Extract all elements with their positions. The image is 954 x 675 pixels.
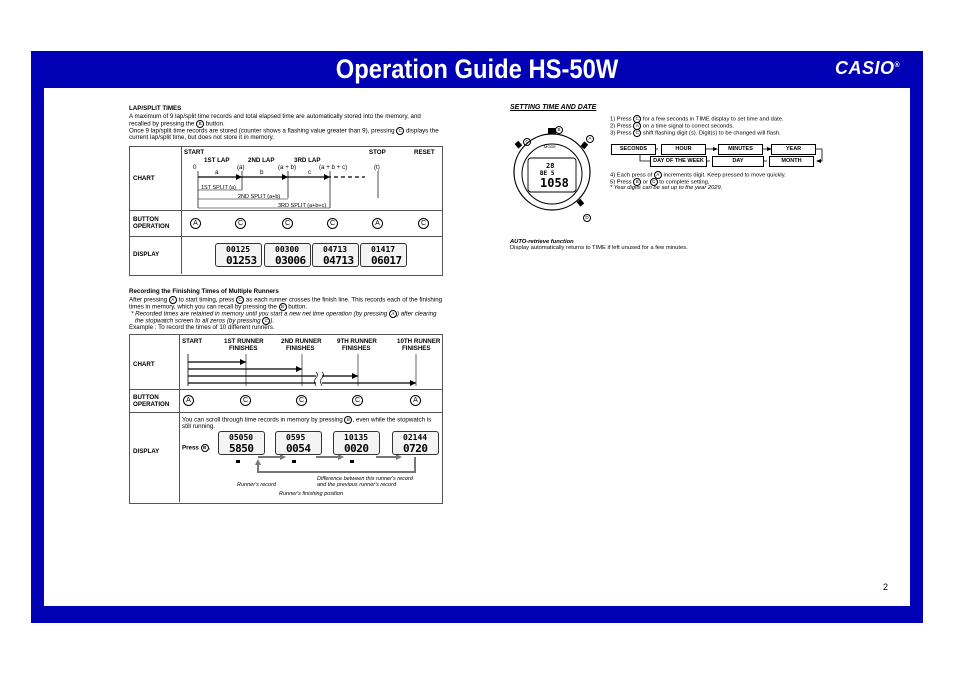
button-c-icon: C [240,395,251,406]
split2-label: 2ND SPLIT (a+b) [238,194,281,200]
scroll-arrows-graphic [230,455,440,475]
lap-split-para2b: current lap/split time, but does not store it in memory. [129,134,275,141]
lap3-label: 3RD LAP [294,157,321,164]
finishes-label: FINISHES [342,345,371,352]
button-c-icon: C [327,218,338,229]
runners-example: Example : To record the times of 10 different runners. [129,324,275,331]
b-key-icon: B [196,120,204,128]
page-title: Operation Guide HS-50W [335,54,619,84]
casio-logo: CASIO® [835,58,901,78]
mode-day-of-week: DAY OF THE WEEK [650,156,707,167]
col-10th-runner: 10TH RUNNER [397,338,441,345]
button-a-icon: A [410,395,421,406]
button-a-icon: A [183,395,194,406]
a-key-icon: A [389,310,397,318]
b-seg-label: b [260,169,264,176]
ab-label: (a + b) [278,164,297,171]
a-seg-label: a [215,169,219,176]
button-a-icon: A [372,218,383,229]
watch-key-b [555,126,563,134]
c-key-icon: C [650,178,658,186]
step-3: 3) Press C shift flashing digit (s). Digit(s) to be changed will flash. [610,130,781,137]
mode-month: MONTH [769,156,814,167]
mode-seconds: SECONDS [611,144,656,155]
step-4: 4) Each press of A increments digit. Keep pressed to move quickly. [610,172,786,179]
difference-label-2: and the previous runner's record [317,482,397,488]
lap2-label: 2ND LAP [248,157,275,164]
lap-split-para2: Once 9 lap/split time records are stored (counter shows a flashing value greater than 9), pressing C displays the [129,127,439,135]
step-6: * Year digits can be set up to the year 2029. [610,185,723,191]
b-key-icon: B [555,126,563,134]
runners-note2: the stopwatch screen to all zeros (by pressing C ). [135,317,275,325]
zero-label: 0 [193,164,197,171]
row-display-label: DISPLAY [133,251,160,258]
a-label: (a) [237,164,245,171]
runners-record-label: Runner's record [237,482,276,488]
row-operation-label: OPERATION [133,401,170,408]
col-9th-runner: 9TH RUNNER [337,338,377,345]
button-a-icon: A [190,218,201,229]
watch-key-a [586,135,594,143]
a-key-icon: A [633,122,641,130]
mode-hour: HOUR [661,144,706,155]
lcd-display: 02144 0720 [392,431,439,455]
press-label: Press B . [182,444,211,452]
watch-key-c [523,138,531,146]
setting-heading: SETTING TIME AND DATE [510,104,597,111]
c-key-icon: C [633,129,641,137]
row-button-label: BUTTON [133,216,159,223]
split3-label: 3RD SPLIT (a+b+c) [278,203,327,209]
col-start: START [184,149,205,156]
c-key-icon: C [262,317,270,325]
lap-split-para1: A maximum of 9 lap/split time records and total elapsed time are automatically stored into the memory, and [129,113,421,120]
c-seg-label: c [308,169,312,176]
b-key-icon: B [344,416,352,424]
col-reset: RESET [414,149,435,156]
c-key-icon: C [633,115,641,123]
scroll-text-2: still running. [182,423,216,430]
runners-p1: After pressing A to start timing, press C as each runner crosses the finish line. This records each of the finishing [129,296,443,304]
row-chart-label: CHART [133,175,155,182]
finishes-label: FINISHES [229,345,258,352]
t-label: (t) [374,164,380,171]
finishes-label: FINISHES [286,345,315,352]
abc-label: (a + b + c) [319,164,348,171]
col-stop: STOP [369,149,386,156]
step-5: 5) Press B or C to complete setting. [610,179,710,186]
c-key-icon: C [396,127,404,135]
runners-chart-graphic [180,352,442,388]
button-c-icon: C [296,395,307,406]
auto-retrieve-text: Display automatically returns to TIME if left unused for a few minutes. [510,245,688,251]
a-key-icon: A [169,296,177,304]
svg-text:MODE: MODE [544,144,556,149]
row-button-label: BUTTON [133,394,159,401]
a-key-icon: A [586,135,594,143]
mode-minutes: MINUTES [718,144,763,155]
button-c-icon: C [418,218,429,229]
runners-p2: times in memory, which you can recall by pressing the B button. [129,303,308,311]
step-2: 2) Press A on a time signal to correct seconds. [610,123,735,130]
lcd-display: 00300 03006 [264,243,311,267]
lap-split-heading: LAP/SPLIT TIMES [129,105,182,112]
auto-retrieve-heading: AUTO-retrieve function [510,239,574,245]
button-c-icon: C [282,218,293,229]
split1-label: 1ST SPLIT (a) [201,185,236,191]
lcd-display: 0595 0054 [275,431,322,455]
col-2nd-runner: 2ND RUNNER [281,338,322,345]
row-operation-label: OPERATION [133,223,170,230]
finishes-label: FINISHES [402,345,431,352]
col-start: START [182,338,203,345]
mode-year: YEAR [771,144,816,155]
runners-heading: Recording the Finishing Times of Multiple Runners [129,288,279,295]
scroll-text: You can scroll through time records in memory by pressing B , even while the stopwatch is [182,416,432,424]
watch-key-d [583,214,591,222]
c-key-icon: C [236,296,244,304]
watch-display-mid: BE 5 [540,170,555,177]
lap-split-para1b: recalled by pressing the B button. [129,120,225,128]
watch-display-top: 28 [546,162,555,170]
b-key-icon: B [633,178,641,186]
lap1-label: 1ST LAP [204,157,230,164]
watch-display-bottom: 1058 [540,176,569,190]
row-display-label: DISPLAY [133,448,160,455]
lcd-display: 05050 5850 [218,431,265,455]
lcd-display: 04713 04713 [312,243,359,267]
button-c-icon: C [352,395,363,406]
b-key-icon: B [201,444,209,452]
page-number: 2 [883,582,889,592]
b-key-icon: B [279,303,287,311]
difference-label-1: Difference between this runner's record [317,476,413,482]
lcd-display: 10135 0020 [333,431,380,455]
c-key-icon: C [523,138,531,146]
step-1: 1) Press C for a few seconds in TIME display to set time and date. [610,116,784,123]
a-key-icon: A [654,171,662,179]
lcd-display: 00125 01253 [215,243,262,267]
runners-note1: * Recorded times are retained in memory until you start a new net time operation (by pressing A ) after clearing [131,310,437,318]
row-chart-label: CHART [133,361,155,368]
lcd-display: 01417 06017 [360,243,407,267]
d-key-icon: D [583,214,591,222]
button-c-icon: C [235,218,246,229]
col-1st-runner: 1ST RUNNER [224,338,264,345]
mode-day: DAY [712,156,764,167]
finish-position-label: Runner's finishing position [279,491,344,497]
